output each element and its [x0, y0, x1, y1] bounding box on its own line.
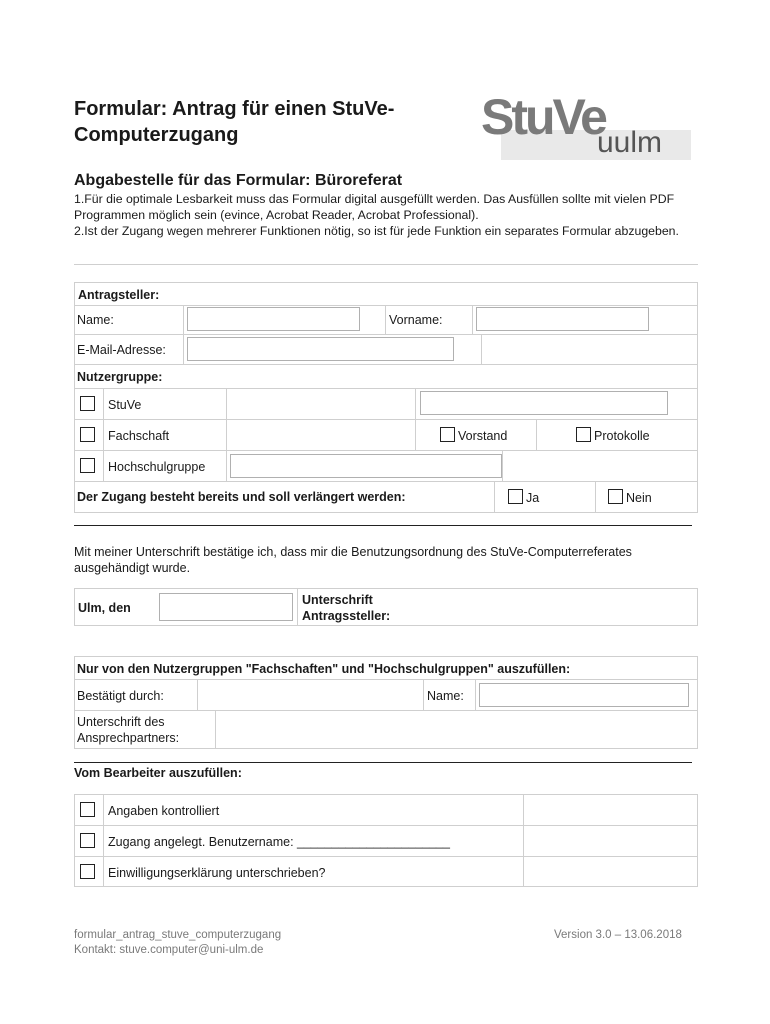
logo-sub-text: uulm	[597, 126, 663, 159]
instruction-1: 1.Für die optimale Lesbarkeit muss das Formular digital ausgefüllt werden. Das Ausfüllen sollte mit vielen PDF Programmen möglich sein (evince, Acrobat Reader, Acrobat Professional).	[74, 192, 675, 222]
fachschaft-label: Fachschaft	[108, 429, 170, 443]
processor-item: Einwilligungserklärung unterschrieben?	[108, 866, 326, 880]
extend-question: Der Zugang besteht bereits und soll verlängert werden:	[77, 490, 406, 504]
row-divider	[74, 305, 698, 306]
place-label: Ulm, den	[78, 601, 131, 615]
instruction-2: 2.Ist der Zugang wegen mehrerer Funktionen nötig, so ist für jede Funktion ein separates Formular abzugeben.	[74, 224, 679, 238]
instructions	[74, 191, 704, 239]
ja-checkbox[interactable]	[508, 489, 523, 504]
ja-label: Ja	[526, 491, 540, 505]
nein-label: Nein	[626, 491, 652, 505]
stuve-logo	[481, 89, 697, 162]
applicant-heading: Antragsteller:	[78, 288, 160, 302]
contact-name-label: Name:	[427, 689, 464, 703]
processor-heading: Vom Bearbeiter auszufüllen:	[74, 766, 242, 780]
row-divider	[74, 679, 698, 680]
col-divider	[523, 794, 524, 887]
consent-signed-checkbox[interactable]	[80, 864, 95, 879]
confirmed-by-label: Bestätigt durch:	[77, 689, 164, 703]
stuve-checkbox[interactable]	[80, 396, 95, 411]
applicant-signature-label: Unterschrift Antragssteller:	[302, 593, 391, 623]
col-divider	[481, 334, 482, 364]
hochschulgruppe-checkbox[interactable]	[80, 458, 95, 473]
fachschaft-checkbox[interactable]	[80, 427, 95, 442]
processor-item: Zugang angelegt. Benutzername: ______________________	[108, 835, 450, 849]
row-divider	[74, 334, 698, 335]
submission-office-heading: Abgabestelle für das Formular: Büroreferat	[74, 172, 403, 189]
vorstand-checkbox[interactable]	[440, 427, 455, 442]
col-divider	[197, 679, 198, 710]
date-field[interactable]	[159, 593, 293, 621]
row-divider	[74, 450, 698, 451]
col-divider	[183, 334, 184, 364]
col-divider	[536, 419, 537, 450]
col-divider	[183, 305, 184, 334]
row-divider	[74, 388, 698, 389]
stuve-label: StuVe	[108, 398, 142, 412]
section-divider	[74, 264, 698, 265]
nein-checkbox[interactable]	[608, 489, 623, 504]
footer-filename: formular_antrag_stuve_computerzugang	[74, 929, 282, 941]
vorstand-label: Vorstand	[458, 429, 508, 443]
processor-item: Angaben kontrolliert	[108, 804, 220, 818]
col-divider	[472, 305, 473, 334]
col-divider	[475, 679, 476, 710]
footer-contact: Kontakt: stuve.computer@uni-ulm.de	[74, 944, 264, 956]
col-divider	[385, 305, 386, 334]
logo-main-text: StuVe	[481, 89, 605, 145]
contact-name-field[interactable]	[479, 683, 689, 707]
row-divider	[74, 419, 698, 420]
name-label: Name:	[77, 313, 114, 327]
col-divider	[226, 450, 227, 481]
protokolle-label: Protokolle	[594, 429, 650, 443]
contact-signature-label: Unterschrift des Ansprechpartners:	[77, 715, 180, 745]
footer-version: Version 3.0 – 13.06.2018	[554, 929, 682, 941]
separator-line	[74, 762, 692, 763]
col-divider	[103, 794, 104, 887]
firstname-label: Vorname:	[389, 313, 443, 327]
page-title: Formular: Antrag für einen StuVe-Computerzugang	[74, 98, 395, 146]
col-divider	[502, 450, 503, 481]
row-divider	[74, 856, 698, 857]
account-created-checkbox[interactable]	[80, 833, 95, 848]
col-divider	[415, 388, 416, 450]
col-divider	[423, 679, 424, 710]
col-divider	[226, 388, 227, 450]
row-divider	[74, 364, 698, 365]
firstname-field[interactable]	[476, 307, 649, 331]
col-divider	[297, 588, 298, 626]
row-divider	[74, 825, 698, 826]
name-field[interactable]	[187, 307, 360, 331]
row-divider	[74, 481, 698, 482]
col-divider	[103, 388, 104, 481]
group-section-heading: Nur von den Nutzergruppen "Fachschaften" und "Hochschulgruppen" auszufüllen:	[77, 662, 571, 676]
separator-line	[74, 525, 692, 526]
col-divider	[215, 710, 216, 749]
protokolle-checkbox[interactable]	[576, 427, 591, 442]
email-label: E-Mail-Adresse:	[77, 343, 166, 357]
hochschulgruppe-field[interactable]	[230, 454, 502, 478]
col-divider	[494, 481, 495, 513]
email-field[interactable]	[187, 337, 454, 361]
hochschulgruppe-label: Hochschulgruppe	[108, 460, 206, 474]
row-divider	[74, 710, 698, 711]
col-divider	[595, 481, 596, 513]
stuve-function-field[interactable]	[420, 391, 668, 415]
confirmation-text: Mit meiner Unterschrift bestätige ich, dass mir die Benutzungsordnung des StuVe-Computerreferates ausgehändigt wurde.	[74, 545, 632, 575]
check-data-checkbox[interactable]	[80, 802, 95, 817]
user-group-heading: Nutzergruppe:	[77, 370, 163, 384]
